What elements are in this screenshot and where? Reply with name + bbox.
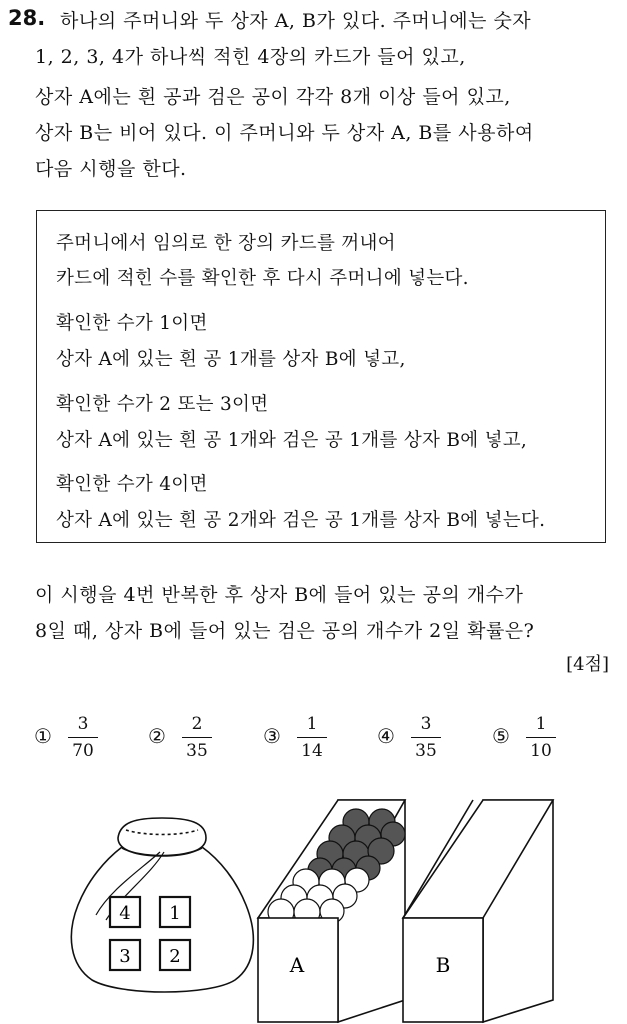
fraction-bar [411,737,441,738]
box-line-3: 확인한 수가 1이면 [56,313,208,334]
choice-1-label: ① [34,724,52,748]
choice-2-numerator: 2 [191,714,203,734]
card-1: 1 [169,903,181,924]
question-line-3: 상자 A에는 흰 공과 검은 공이 각각 8개 이상 들어 있고, [35,86,511,108]
choice-4-denominator: 35 [415,741,437,761]
box-line-7: 확인한 수가 4이면 [56,474,208,495]
box-line-6: 상자 A에 있는 흰 공 1개와 검은 공 1개를 상자 B에 넣고, [56,430,528,451]
trial-procedure-box [36,210,606,543]
question-number: 28. [8,6,46,30]
box-line-8: 상자 A에 있는 흰 공 2개와 검은 공 1개를 상자 B에 넣는다. [56,510,546,531]
choice-5-fraction [526,712,556,763]
choice-4-label: ④ [377,724,395,748]
choice-5-numerator: 1 [535,714,547,734]
box-line-1: 주머니에서 임의로 한 장의 카드를 꺼내어 [56,233,396,254]
box-line-2: 카드에 적힌 수를 확인한 후 다시 주머니에 넣는다. [56,268,469,289]
card-2: 2 [169,946,181,967]
points-label: [4점] [566,654,609,675]
choice-3-numerator: 1 [306,714,318,734]
fraction-bar [68,737,98,738]
question-line-5: 다음 시행을 한다. [35,158,187,180]
question-line-1: 하나의 주머니와 두 상자 A, B가 있다. 주머니에는 숫자 [60,10,532,32]
box-b-illustration [403,800,553,1022]
card-3: 3 [119,946,131,967]
prompt-line-2: 8일 때, 상자 B에 들어 있는 검은 공의 개수가 2일 확률은? [35,620,535,642]
choice-2-label: ② [148,724,166,748]
fraction-bar [182,737,212,738]
choice-5-denominator: 10 [530,741,552,761]
fraction-bar [297,737,327,738]
pouch-illustration [71,818,253,992]
question-line-4: 상자 B는 비어 있다. 이 주머니와 두 상자 A, B를 사용하여 [35,122,534,144]
box-a-label: A [289,953,305,977]
choice-1-numerator: 3 [77,714,89,734]
choice-5-label: ⑤ [492,724,510,748]
choice-3-label: ③ [263,724,281,748]
box-a-illustration [258,800,405,1022]
figure-illustration [0,790,627,1024]
choice-3-fraction [297,712,327,763]
box-b-label: B [435,953,451,977]
choice-1-denominator: 70 [72,741,94,761]
choice-4-numerator: 3 [420,714,432,734]
prompt-line-1: 이 시행을 4번 반복한 후 상자 B에 들어 있는 공의 개수가 [35,584,524,606]
choice-3-denominator: 14 [301,741,323,761]
box-line-5: 확인한 수가 2 또는 3이면 [56,394,269,415]
choice-1-fraction [68,712,98,763]
choice-2-denominator: 35 [186,741,208,761]
question-line-2: 1, 2, 3, 4가 하나씩 적힌 4장의 카드가 들어 있고, [35,46,466,68]
fraction-bar [526,737,556,738]
choice-2-fraction [182,712,212,763]
box-line-4: 상자 A에 있는 흰 공 1개를 상자 B에 넣고, [56,349,406,370]
choice-4-fraction [411,712,441,763]
card-4: 4 [119,903,131,924]
